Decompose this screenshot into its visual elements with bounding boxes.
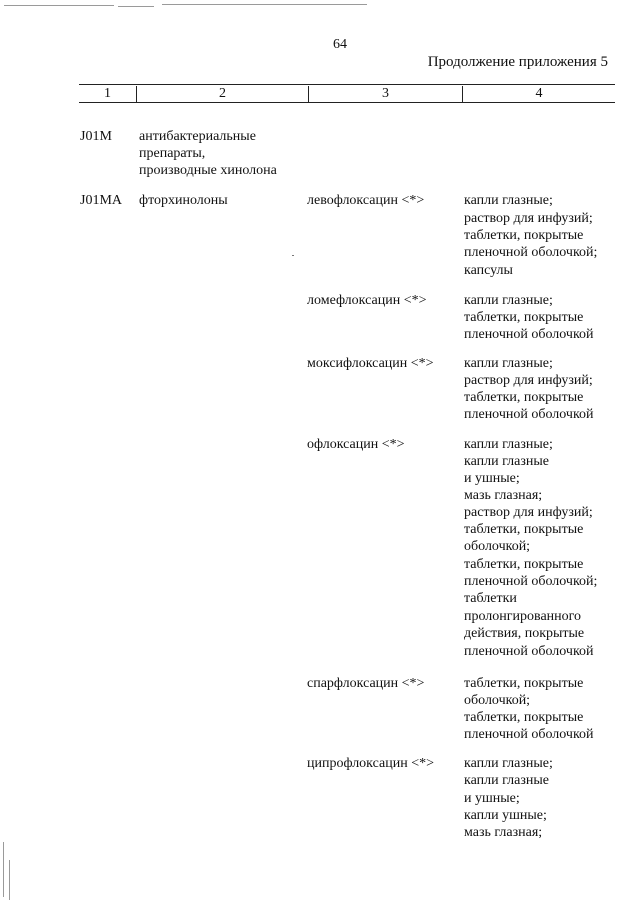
dosage-form-line: капли глазные; [464,193,553,208]
dosage-form-line: раствор для инфузий; [464,505,593,520]
atc-code: J01M [80,129,112,144]
dosage-form-line: таблетки, покрытые [464,228,584,243]
dosage-form-line: капсулы [464,263,513,278]
dosage-form-line: пленочной оболочкой [464,644,594,659]
dosage-form-line: таблетки, покрытые [464,310,584,325]
dosage-form-line: таблетки, покрытые [464,390,584,405]
scan-mark-left-edge-2 [9,860,10,900]
dosage-form-line: таблетки, покрытые [464,710,584,725]
column-number-4: 4 [535,86,543,101]
dosage-form-line: и ушные; [464,471,520,486]
dosage-form-line: таблетки, покрытые [464,522,584,537]
drug-name: спарфлоксацин <*> [307,676,425,691]
dosage-form-line: таблетки, покрытые [464,676,584,691]
scan-mark-left-edge [3,842,4,897]
page-number: 64 [333,37,347,52]
dosage-form-line: капли глазные; [464,756,553,771]
drug-name: ломефлоксацин <*> [307,293,427,308]
dosage-form-line: капли глазные; [464,293,553,308]
dosage-form-line: таблетки [464,591,517,606]
atc-code: J01MA [80,193,123,208]
dosage-form-line: капли глазные [464,454,549,469]
scan-mark-top-left [4,5,114,6]
column-number-1: 1 [104,86,111,101]
column-number-3: 3 [382,86,389,101]
dosage-form-line: капли глазные; [464,356,553,371]
dosage-form-line: и ушные; [464,791,520,806]
group-name-line: антибактериальные [139,129,256,144]
dosage-form-line: пленочной оболочкой; [464,574,598,589]
dosage-form-line: пленочной оболочкой [464,407,594,422]
table-header-bottom-rule [79,102,615,103]
dosage-form-line: капли глазные; [464,437,553,452]
group-name-line: производные хинолона [139,163,277,178]
dosage-form-line: пролонгированного [464,609,582,624]
table-header-top-rule [79,84,615,85]
dosage-form-line: капли глазные [464,773,549,788]
scan-mark-top-mid [118,6,154,7]
dosage-form-line: оболочкой; [464,539,531,554]
group-name-line: препараты, [139,146,206,161]
dosage-form-line: пленочной оболочкой; [464,245,598,260]
dosage-form-line: действия, покрытые [464,626,585,641]
dosage-form-line: капли ушные; [464,808,547,823]
dosage-form-line: раствор для инфузий; [464,373,593,388]
dosage-form-line: оболочкой; [464,693,531,708]
continuation-label: Продолжение приложения 5 [427,54,608,70]
dosage-form-line: пленочной оболочкой [464,327,594,342]
scan-mark-top-right [162,4,367,5]
drug-name: офлоксацин <*> [307,437,405,452]
dosage-form-line: мазь глазная; [464,488,543,503]
dosage-form-line: мазь глазная; [464,825,543,840]
column-number-2: 2 [219,86,226,101]
dosage-form-line: таблетки, покрытые [464,557,584,572]
dosage-form-line: пленочной оболочкой [464,727,594,742]
group-name-line: фторхинолоны [139,193,228,208]
drug-name: моксифлоксацин <*> [307,356,434,371]
drug-name: ципрофлоксацин <*> [307,756,435,771]
drug-name: левофлоксацин <*> [307,193,425,208]
dosage-form-line: раствор для инфузий; [464,211,593,226]
scan-speck [292,255,294,256]
